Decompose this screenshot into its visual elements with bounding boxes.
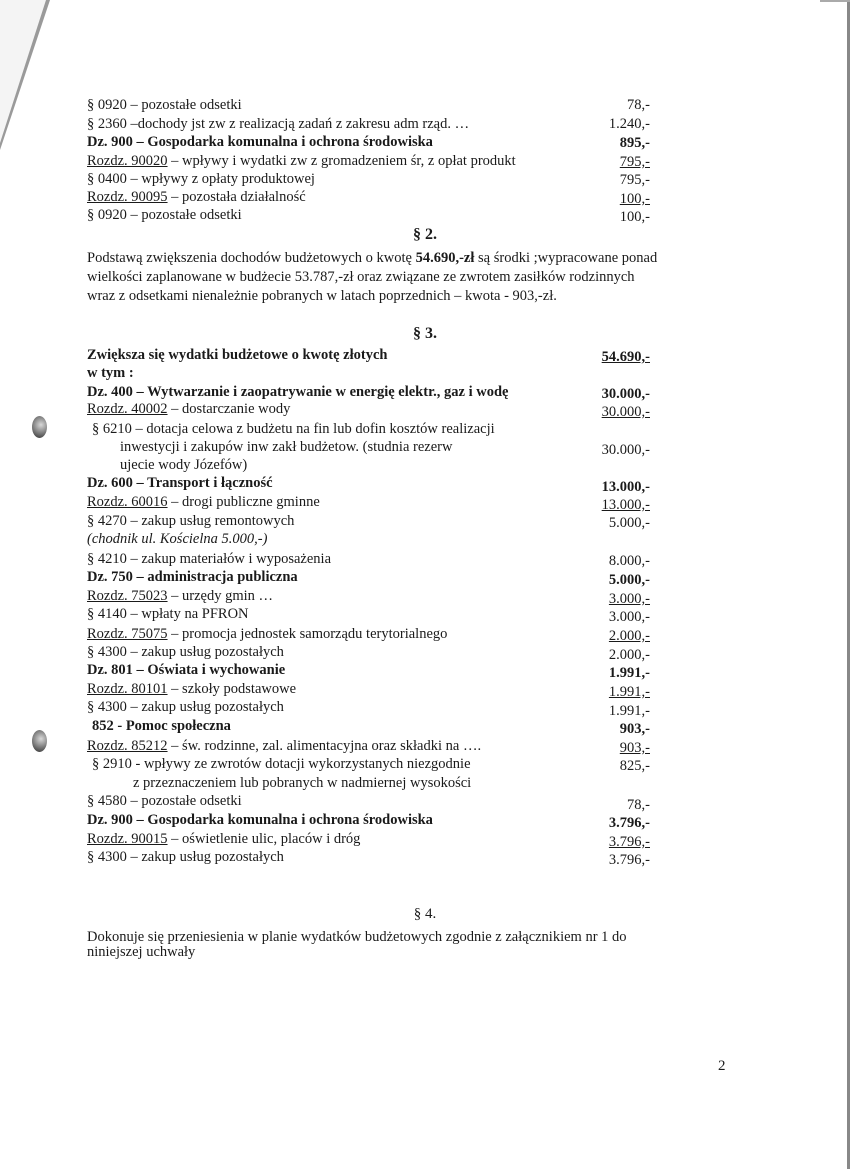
value-dz852: 903,- [619,721,650,737]
value-4300-c: 3.796,- [608,852,650,868]
value-2360: 1.240,- [608,116,650,132]
section-3-intro: Zwiększa się wydatki budżetowe o kwotę złotych [87,347,388,363]
value-rozdz-80101: 1.991,- [608,684,650,700]
line-2360: § 2360 –dochody jst zw z realizacją zadań z zakresu adm rząd. … [87,116,470,132]
value-4580: 78,- [627,797,650,813]
line-6210-2: inwestycji i zakupów inw zakł budżetow. (studnia rezerw [120,439,453,455]
line-dz852: 852 - Pomoc społeczna [92,718,231,734]
value-4300-a: 2.000,- [608,647,650,663]
value-rozdz-90020: 795,- [619,154,650,170]
section-2-line-2: wielkości zaplanowane w budżecie 53.787,-zł oraz związane ze zwrotem zasiłków rodzinnych [87,269,635,285]
section-3-intro-value: 54.690,- [601,349,650,365]
line-dz750: Dz. 750 – administracja publiczna [87,569,298,585]
line-4300-a: § 4300 – zakup usług pozostałych [87,644,284,660]
section-2-heading: § 2. [413,226,437,243]
line-dz900-exp: Dz. 900 – Gospodarka komunalna i ochrona środowiska [87,812,433,828]
value-dz600: 13.000,- [601,479,650,495]
line-dz600: Dz. 600 – Transport i łączność [87,475,273,491]
section-3-heading: § 3. [413,325,437,342]
line-4580: § 4580 – pozostałe odsetki [87,793,242,809]
line-0920-a: § 0920 – pozostałe odsetki [87,97,242,113]
value-rozdz-90095: 100,- [619,191,650,207]
value-2910: 825,- [619,758,650,774]
line-chodnik: (chodnik ul. Kościelna 5.000,-) [87,531,268,547]
page-number: 2 [718,1058,726,1074]
line-dz400: Dz. 400 – Wytwarzanie i zaopatrywanie w energię elektr., gaz i wodę [87,384,509,400]
value-dz900-income: 895,- [619,135,650,151]
value-rozdz-75023: 3.000,- [608,591,650,607]
value-rozdz-90015: 3.796,- [608,834,650,850]
line-rozdz-90015: Rozdz. 90015 – oświetlenie ulic, placów i dróg [87,831,361,847]
w-tym-label: w tym : [87,365,134,381]
value-dz750: 5.000,- [608,572,650,588]
section-2-line-1: Podstawą zwiększenia dochodów budżetowych o kwotę 54.690,-zł są środki ;wypracowane ponad [87,250,658,266]
line-rozdz-80101: Rozdz. 80101 – szkoły podstawowe [87,681,297,697]
line-2910-2: z przeznaczeniem lub pobranych w nadmiernej wysokości [133,775,472,791]
value-4210: 8.000,- [608,553,650,569]
section-4-line-2: niniejszej uchwały [87,944,196,960]
line-4300-c: § 4300 – zakup usług pozostałych [87,849,284,865]
value-6210: 30.000,- [601,442,650,458]
value-4300-b: 1.991,- [608,703,650,719]
line-rozdz-60016: Rozdz. 60016 – drogi publiczne gminne [87,494,320,510]
section-4-heading: § 4. [413,906,437,922]
value-4270: 5.000,- [608,515,650,531]
value-0920-b: 100,- [619,209,650,225]
line-4140: § 4140 – wpłaty na PFRON [87,606,249,622]
value-dz801: 1.991,- [608,665,650,681]
line-rozdz-75023: Rozdz. 75023 – urzędy gmin … [87,588,274,604]
value-dz400: 30.000,- [601,386,650,402]
line-rozdz-90020: Rozdz. 90020 – wpływy i wydatki zw z gromadzeniem śr, z opłat produkt [87,153,516,169]
value-4140: 3.000,- [608,609,650,625]
section-2-line-3: wraz z odsetkami nienależnie pobranych w latach poprzednich – kwota - 903,-zł. [87,288,557,304]
line-2910-1: § 2910 - wpływy ze zwrotów dotacji wykorzystanych niezgodnie [92,756,471,772]
line-rozdz-75075: Rozdz. 75075 – promocja jednostek samorządu terytorialnego [87,626,448,642]
line-4300-b: § 4300 – zakup usług pozostałych [87,699,284,715]
value-rozdz-60016: 13.000,- [601,497,650,513]
value-0400: 795,- [619,172,650,188]
line-rozdz-85212: Rozdz. 85212 – św. rodzinne, zal. alimentacyjna oraz składki na …. [87,738,482,754]
punch-hole-top [32,416,47,438]
line-rozdz-40002: Rozdz. 40002 – dostarczanie wody [87,401,291,417]
line-dz801: Dz. 801 – Oświata i wychowanie [87,662,286,678]
line-0400: § 0400 – wpływy z opłaty produktowej [87,171,315,187]
value-rozdz-75075: 2.000,- [608,628,650,644]
value-rozdz-85212: 903,- [619,740,650,756]
line-rozdz-90095: Rozdz. 90095 – pozostała działalność [87,189,306,205]
line-0920-b: § 0920 – pozostałe odsetki [87,207,242,223]
line-dz900-income: Dz. 900 – Gospodarka komunalna i ochrona środowiska [87,134,433,150]
line-6210-1: § 6210 – dotacja celowa z budżetu na fin lub dofin kosztów realizacji [92,421,495,437]
line-6210-3: ujecie wody Józefów) [120,457,248,473]
value-0920-a: 78,- [627,97,650,113]
punch-hole-bottom [32,730,47,752]
line-4210: § 4210 – zakup materiałów i wyposażenia [87,551,332,567]
value-dz900-exp: 3.796,- [608,815,650,831]
line-4270: § 4270 – zakup usług remontowych [87,513,295,529]
value-rozdz-40002: 30.000,- [601,404,650,420]
section-4-line-1: Dokonuje się przeniesienia w planie wydatków budżetowych zgodnie z załącznikiem nr 1 do [87,929,627,945]
